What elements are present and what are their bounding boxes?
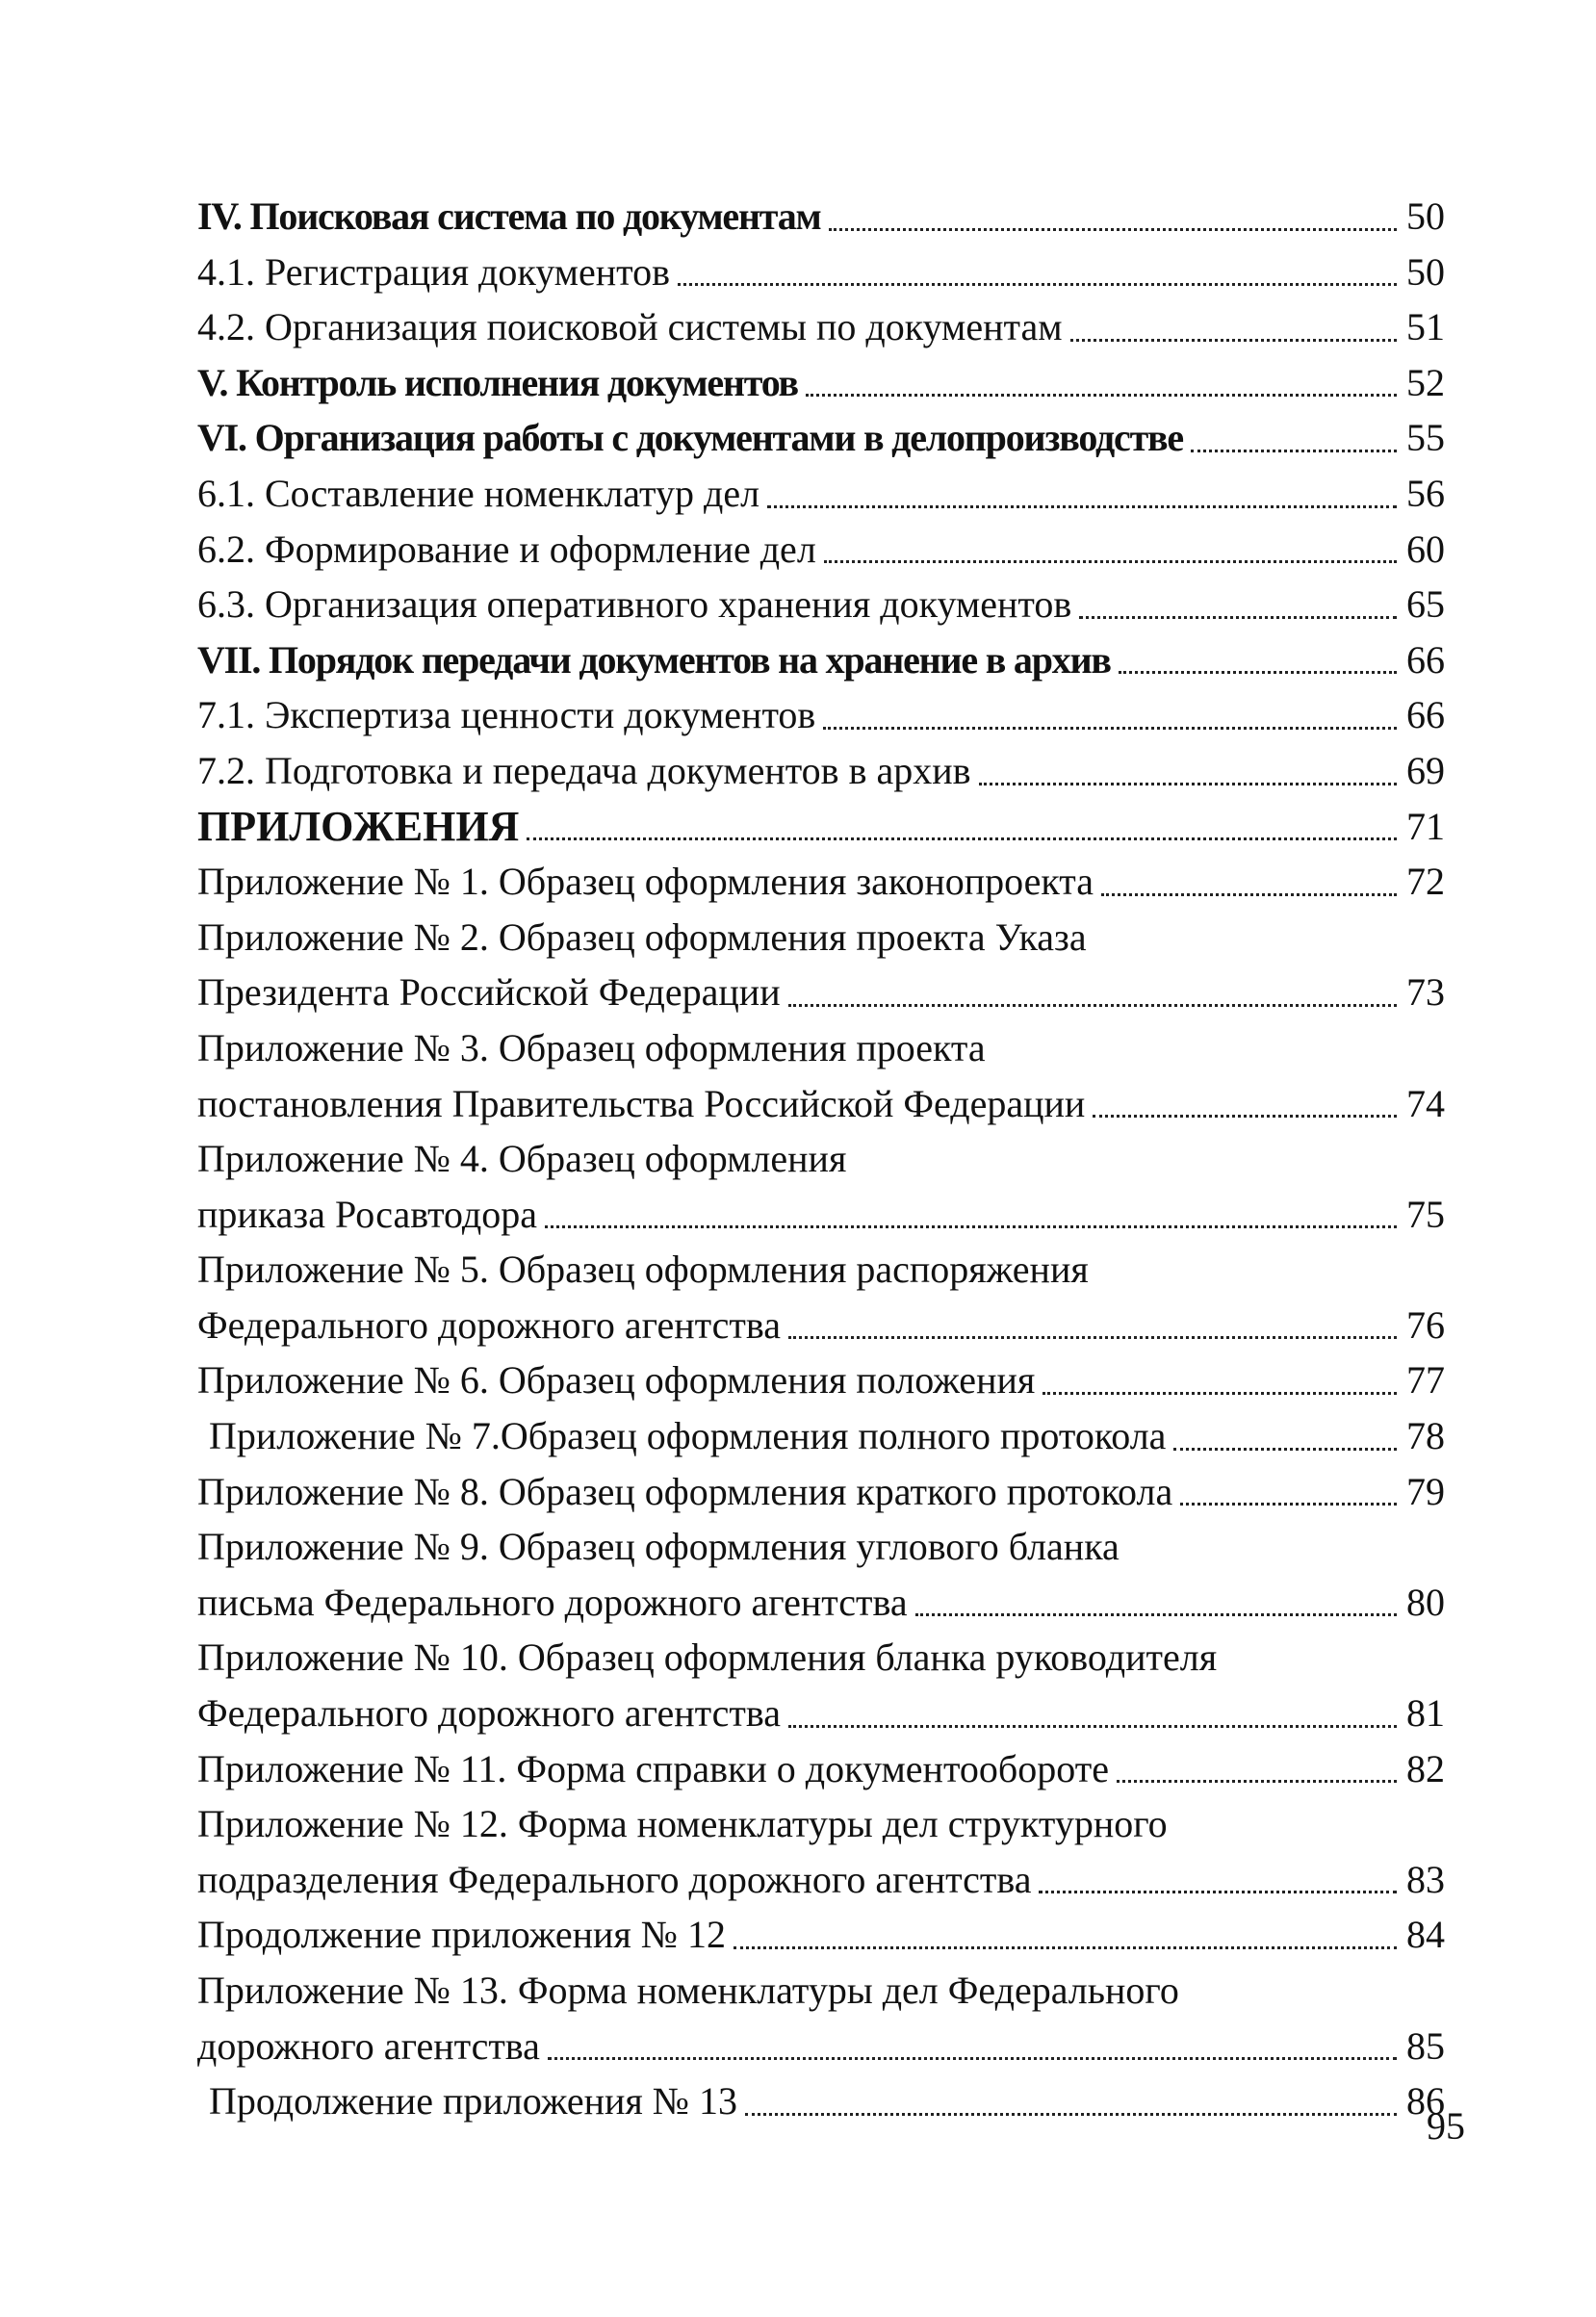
toc-entry-page: 56: [1406, 471, 1445, 515]
toc-entry-title: Президента Российской Федерации: [197, 970, 781, 1015]
toc-entry: [197, 1852, 1445, 1908]
toc-entry-page: 50: [1406, 249, 1445, 294]
toc-entry-page: 85: [1406, 2023, 1445, 2068]
toc-entry: [197, 1298, 1445, 1353]
toc-entry-page: 84: [1406, 1913, 1445, 1957]
toc-entry-title: 4.2. Организация поисковой системы по документам: [197, 305, 1063, 349]
toc-entry-title: приказа Росавтодора: [197, 1192, 537, 1236]
toc-entry-title: Приложение № 6. Образец оформления положения: [197, 1358, 1036, 1403]
toc-entry-title: Приложение № 1. Образец оформления законопроекта: [197, 860, 1094, 904]
toc-entry-title: Приложение № 11. Форма справки о документообороте: [197, 1746, 1109, 1790]
toc-entry-title: VI. Организация работы с документами в делопроизводстве: [197, 416, 1183, 460]
toc-entry-title: V. Контроль исполнения документов: [197, 360, 798, 404]
dot-leader: [1070, 339, 1397, 342]
toc-entry-title: Приложение № 8. Образец оформления краткого протокола: [197, 1469, 1173, 1513]
toc-entry-title: 6.3. Организация оперативного хранения документов: [197, 582, 1072, 627]
toc-entry-page: 86: [1406, 2079, 1445, 2124]
toc-entry-title: Приложение № 5. Образец оформления распоряжения: [197, 1248, 1089, 1292]
toc-entry-title: 4.1. Регистрация документов: [197, 249, 670, 294]
toc-entry-page: 77: [1406, 1358, 1445, 1403]
toc-entry: [197, 2073, 1445, 2129]
toc-entry-page: 55: [1406, 416, 1445, 460]
toc-entry-title: Приложение № 9. Образец оформления углового бланка: [197, 1525, 1120, 1569]
toc-entry-title: Продолжение приложения № 12: [197, 1913, 726, 1957]
toc-entry-page: 71: [1406, 804, 1445, 848]
toc-entry: [197, 632, 1445, 688]
toc-entry: [197, 299, 1445, 355]
dot-leader: [1117, 1780, 1397, 1783]
toc-entry: [197, 1519, 1445, 1575]
dot-leader: [979, 783, 1398, 785]
dot-leader: [527, 837, 1397, 840]
dot-leader: [788, 1725, 1397, 1728]
dot-leader: [678, 283, 1397, 286]
toc-entry-page: 65: [1406, 582, 1445, 627]
dot-leader: [1043, 1392, 1397, 1395]
dot-leader: [1079, 616, 1397, 619]
toc-entry: [197, 1907, 1445, 1963]
toc-entry-title: Приложение № 2. Образец оформления проекта Указа: [197, 914, 1087, 959]
dot-leader: [806, 394, 1397, 397]
toc-entry-title: Приложение № 7.Образец оформления полного протокола: [209, 1414, 1167, 1458]
toc-entry: [197, 410, 1445, 466]
dot-leader: [1119, 671, 1397, 674]
toc-entry-title: Федерального дорожного агентства: [197, 1691, 781, 1736]
dot-leader: [823, 727, 1397, 730]
toc-entry-title: VII. Порядок передачи документов на хранение в архив: [197, 637, 1111, 682]
toc-entry: [197, 1076, 1445, 1132]
toc-entry-page: 51: [1406, 305, 1445, 349]
toc-entry: [197, 1963, 1445, 2019]
toc-entry-page: 50: [1406, 194, 1445, 238]
toc-entry-title: постановления Правительства Российской Федерации: [197, 1081, 1086, 1125]
toc-entry-page: 66: [1406, 693, 1445, 737]
toc-entry: [197, 854, 1445, 910]
toc-entry: [197, 1741, 1445, 1797]
toc-entry: [197, 577, 1445, 632]
toc-entry: [197, 1630, 1445, 1686]
toc-entry: [197, 355, 1445, 411]
dot-leader: [788, 1004, 1397, 1007]
toc-entry-title: дорожного агентства: [197, 2023, 540, 2068]
toc-entry: [197, 1408, 1445, 1464]
toc-entry-title: подразделения Федерального дорожного агентства: [197, 1857, 1032, 1901]
toc-entry-title: IV. Поисковая система по документам: [197, 194, 821, 238]
toc-entry-title: Приложение № 10. Образец оформления бланка руководителя: [197, 1635, 1218, 1680]
toc-entry-page: 75: [1406, 1192, 1445, 1236]
table-of-contents: [197, 189, 1445, 2129]
toc-entry-title: 7.1. Экспертиза ценности документов: [197, 693, 816, 737]
dot-leader: [1039, 1891, 1397, 1893]
toc-entry: [197, 1131, 1445, 1187]
toc-entry: [197, 522, 1445, 578]
toc-entry-page: 82: [1406, 1746, 1445, 1790]
toc-entry-page: 52: [1406, 360, 1445, 404]
dot-leader: [1101, 893, 1397, 896]
toc-entry-page: 81: [1406, 1691, 1445, 1736]
toc-entry-title: Приложение № 3. Образец оформления проекта: [197, 1025, 986, 1069]
dot-leader: [1173, 1448, 1397, 1451]
dot-leader: [788, 1336, 1397, 1339]
toc-entry-title: 6.1. Составление номенклатур дел: [197, 471, 760, 515]
dot-leader: [1180, 1503, 1397, 1506]
toc-entry-title: 7.2. Подготовка и передача документов в архив: [197, 748, 971, 792]
toc-entry-title: Приложение № 4. Образец оформления: [197, 1137, 847, 1181]
toc-entry-page: 83: [1406, 1857, 1445, 1901]
toc-entry-title: Приложение № 13. Форма номенклатуры дел Федерального: [197, 1969, 1179, 2012]
page-number: 95: [1427, 2104, 1465, 2148]
toc-entry: [197, 245, 1445, 300]
toc-entry-page: 74: [1406, 1081, 1445, 1125]
toc-entry: [197, 743, 1445, 799]
toc-entry: [197, 1352, 1445, 1408]
toc-entry-title: ПРИЛОЖЕНИЯ: [197, 802, 520, 850]
toc-entry: [197, 687, 1445, 743]
dot-leader: [734, 1946, 1397, 1949]
toc-entry: [197, 965, 1445, 1020]
toc-entry: [197, 189, 1445, 245]
toc-entry-title: Федерального дорожного агентства: [197, 1302, 781, 1347]
toc-entry-page: 72: [1406, 860, 1445, 904]
dot-leader: [548, 2057, 1397, 2060]
toc-entry-page: 80: [1406, 1580, 1445, 1624]
dot-leader: [745, 2113, 1397, 2116]
toc-entry-page: 60: [1406, 527, 1445, 571]
dot-leader: [824, 560, 1397, 563]
dot-leader: [1191, 450, 1397, 452]
toc-entry: [197, 1187, 1445, 1243]
toc-entry: [197, 910, 1445, 965]
toc-entry: [197, 799, 1445, 855]
toc-entry-page: 66: [1406, 637, 1445, 682]
toc-entry: [197, 1020, 1445, 1076]
dot-leader: [829, 228, 1397, 231]
toc-entry-title: Приложение № 12. Форма номенклатуры дел структурного: [197, 1802, 1168, 1846]
toc-entry: [197, 1464, 1445, 1520]
toc-entry-page: 73: [1406, 970, 1445, 1015]
toc-entry: [197, 466, 1445, 522]
toc-entry-page: 79: [1406, 1469, 1445, 1513]
toc-entry: [197, 2019, 1445, 2074]
toc-entry: [197, 1686, 1445, 1741]
toc-entry-title: Продолжение приложения № 13: [209, 2079, 737, 2124]
toc-entry: [197, 1796, 1445, 1852]
toc-entry-page: 78: [1406, 1414, 1445, 1458]
toc-entry-page: 76: [1406, 1302, 1445, 1347]
toc-entry: [197, 1242, 1445, 1298]
toc-entry-title: письма Федерального дорожного агентства: [197, 1580, 908, 1624]
dot-leader: [545, 1225, 1397, 1228]
dot-leader: [1093, 1115, 1397, 1118]
dot-leader: [915, 1613, 1397, 1616]
toc-entry-page: 69: [1406, 748, 1445, 792]
dot-leader: [767, 505, 1397, 508]
toc-entry-title: 6.2. Формирование и оформление дел: [197, 527, 816, 571]
toc-entry: [197, 1575, 1445, 1631]
